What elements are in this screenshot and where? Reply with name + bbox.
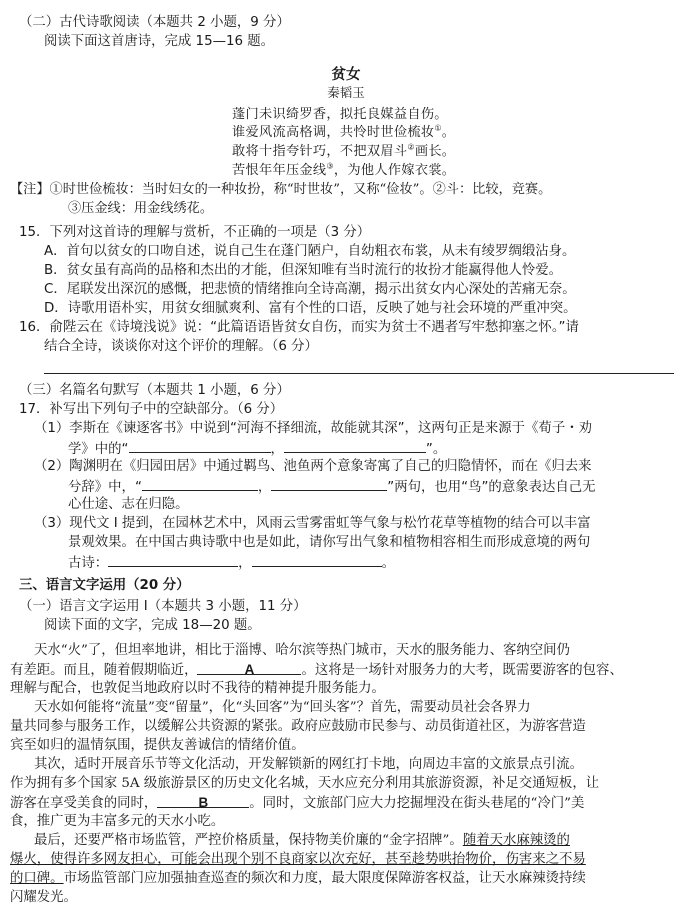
blank-a[interactable]: A	[197, 661, 301, 675]
passage-text: 。这将是一场针对服务力的大考，既需要游客的包容、	[301, 663, 623, 678]
passage-line: 理解与配合，也敦促当地政府以时不我待的精神提升服务能力。	[10, 681, 385, 696]
passage-line: 作为拥有多个国家 5A 级旅游景区的历史文化名城，天水应充分利用其旅游资源，补足交通短板，让	[10, 776, 600, 791]
fill-item-2: （2）陶渊明在《归园田居》中通过羁鸟、池鱼两个意象寄寓了自己的归隐情怀，而在《归去来	[34, 459, 592, 474]
underlined-sentence: 的口碑。	[10, 871, 64, 886]
underlined-sentence: 随着天水麻辣烫的	[462, 833, 570, 848]
poem-notes: 【注】①时世俭梳妆：当时妇女的一种妆扮，称“时世妆”，又称“俭妆”。②斗：比较，竞赛。	[10, 182, 552, 197]
poem-line-3	[232, 143, 455, 161]
question-16-stem-cont: 结合全诗，谈谈你对这个评价的理解。（6 分）	[44, 339, 318, 354]
fill-text: ，	[270, 442, 284, 457]
poem-line-1: 蓬门未识绮罗香，拟托良媒益自伤。	[232, 107, 448, 122]
fill-text: ”。	[425, 442, 447, 457]
instruction-text: 阅读下面的文字，完成 18—20 题。	[44, 618, 261, 633]
passage-line	[34, 832, 570, 850]
passage-line: 食，推广更为丰富多元的天水小吃。	[10, 814, 225, 829]
question-16-stem: 16．俞陛云在《诗境浅说》说：“此篇语语皆贫女自伤，而实为贫士不遇者写牢愁抑塞之怀。”请	[19, 320, 579, 335]
fill-item-3: （3）现代文 I 提到，在园林艺术中，风雨云雪雾雷虹等气象与松竹花草等植物的结合可以丰富	[34, 516, 591, 531]
fill-text: ，	[238, 556, 252, 571]
passage-text: 市场监管部门应加强抽查巡查的频次和力度，最大限度保障游客权益，让天水麻辣烫持续	[63, 871, 586, 886]
poem-line-4-end: ，为他人作嫁衣裳。	[333, 163, 456, 178]
poem-line-2-end: 。	[441, 125, 456, 140]
fill-item-3-cont: 景观效果。在中国古典诗歌中也是如此，请你写出气象和植物相容相生而形成意境的两句	[68, 535, 591, 550]
section-heading: （二）古代诗歌阅读（本题共 2 小题，9 分）	[19, 15, 290, 30]
fill-blank[interactable]	[142, 477, 258, 491]
underlined-sentence: 爆火，使得许多网友担心，可能会出现个别不良商家以次充好，甚至趁势哄抬物价，伤害来之不易	[10, 852, 586, 867]
poem-author: 秦韬玉	[327, 85, 365, 100]
fill-blank[interactable]	[271, 477, 387, 491]
passage-text: 游客在享受美食的同时，	[10, 796, 158, 811]
passage-text: 。同时，文旅部门应大力挖掘埋没在街头巷尾的“冷门”美	[249, 796, 585, 811]
blank-b[interactable]: B	[157, 794, 249, 808]
subsection-heading: （一）语言文字运用 I（本题共 3 小题，11 分）	[19, 599, 307, 614]
passage-text: 有差距。而且，随着假期临近，	[10, 663, 198, 678]
passage-line	[10, 870, 586, 888]
instruction-text: 阅读下面这首唐诗，完成 15—16 题。	[44, 34, 275, 49]
passage-line: 量共同参与服务工作，以缓解公共资源的紧张。政府应鼓励市民参与、动员街道社区，为游客营造	[10, 719, 586, 734]
passage-line	[10, 794, 584, 813]
question-17-stem: 17．补写出下列句子中的空缺部分。（6 分）	[19, 402, 284, 417]
fill-blank[interactable]	[129, 439, 271, 453]
footnote-mark: ③	[326, 161, 334, 171]
option-b: B．贫女虽有高尚的品格和杰出的才能，但深知唯有当时流行的妆扮才能赢得他人怜爱。	[44, 263, 563, 278]
poem-line-4	[232, 162, 455, 180]
option-c: C．尾联发出深沉的感慨，把悲愤的情绪推向全诗高潮，揭示出贫女内心深处的苦痛无奈。	[44, 282, 576, 297]
poem-line-3-end: 画长。	[414, 144, 456, 159]
passage-line: 天水“火”了，但坦率地讲，相比于淄博、哈尔滨等热门城市，天水的服务能力、客纳空间仍	[34, 643, 570, 658]
fill-text: 古诗：	[68, 556, 109, 571]
passage-line: 宾至如归的温情氛围，提供友善诚信的情绪价值。	[10, 738, 305, 753]
passage-text: 最后，还要严格市场监管，严控价格质量，保持物美价廉的“金字招牌”。	[34, 833, 463, 848]
fill-text: 学》中的“	[68, 442, 129, 457]
poem-title: 贫女	[331, 66, 361, 83]
poem-line-2	[232, 124, 455, 142]
fill-text: ，	[257, 480, 272, 495]
poem-line-2-text: 谁爱风流高格调，共怜时世俭梳妆	[232, 125, 435, 140]
passage-line	[10, 661, 623, 680]
passage-line: 其次，适时开展音乐节等文化活动，开发解锁新的网红打卡地，向周边丰富的文旅景点引流。	[34, 757, 584, 772]
fill-text: 。	[381, 556, 395, 571]
question-15-stem: 15．下列对这首诗的理解与赏析，不正确的一项是（3 分）	[19, 225, 371, 240]
fill-blank[interactable]	[108, 553, 238, 567]
fill-blank[interactable]	[284, 439, 426, 453]
fill-item-3-end	[68, 553, 395, 573]
section-heading: （三）名篇名句默写（本题共 1 小题，6 分）	[19, 383, 290, 398]
poem-line-4-text: 苦恨年年压金线	[232, 163, 327, 178]
poem-line-3-text: 敢将十指夸针巧，不把双眉斗	[232, 144, 408, 159]
fill-text: 兮辞》中，“	[68, 480, 142, 495]
passage-line: 闪耀发光。	[10, 890, 77, 905]
poem-notes-cont: ③压金线：用金线绣花。	[68, 201, 214, 216]
option-a: A．首句以贫女的口吻自述，说自己生在蓬门陋户，自幼粗衣布裳，从未有绫罗绸缎沾身。	[44, 244, 576, 259]
footnote-mark: ②	[407, 142, 415, 152]
fill-item-1-cont	[68, 439, 446, 459]
fill-blank[interactable]	[252, 553, 382, 567]
option-d: D．诗歌用语朴实，用贫女细腻爽利、富有个性的口语，反映了她与社会环境的严重冲突。	[44, 301, 577, 316]
section-heading: 三、语言文字运用（20 分）	[19, 578, 190, 593]
fill-item-1: （1）李斯在《谏逐客书》中说到“河海不择细流，故能就其深”，这两句正是来源于《荀子・劝	[34, 421, 593, 436]
fill-item-2-end: 心仕途、志在归隐。	[68, 497, 189, 512]
fill-text: ”两句，也用“鸟”的意象表达自己无	[387, 480, 596, 495]
footnote-mark: ①	[434, 123, 442, 133]
fill-item-2-cont	[68, 477, 596, 497]
answer-line	[44, 373, 674, 374]
passage-line: 天水如何能将“流量”变“留量”，化“头回客”为“回头客”？首先，需要动员社会各界力	[34, 700, 531, 715]
